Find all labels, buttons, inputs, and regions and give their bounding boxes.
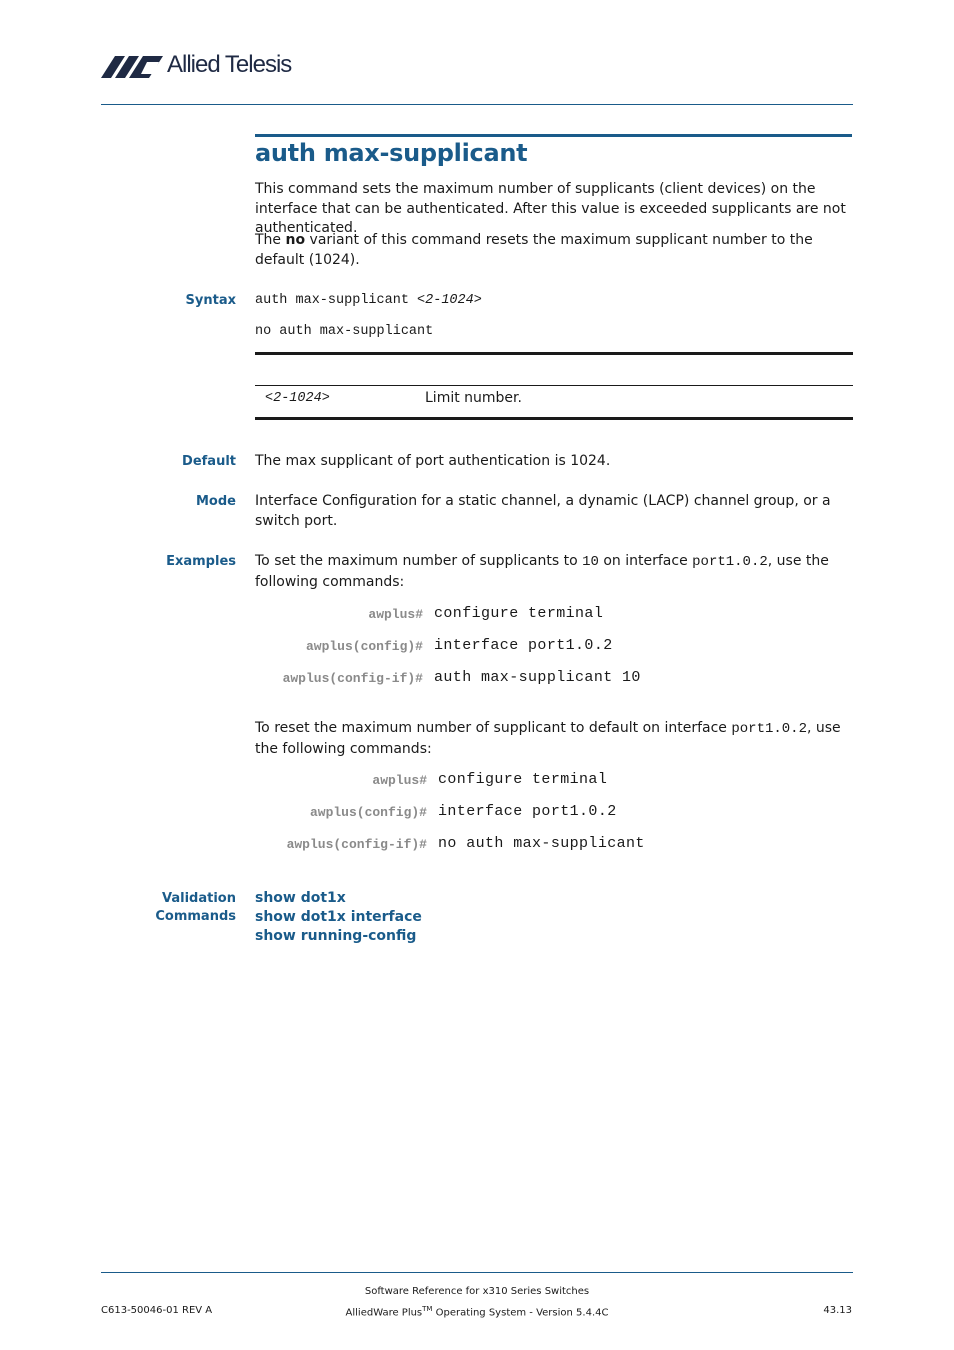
footer-os-version bbox=[0, 1305, 954, 1318]
link-show-dot1x-interface[interactable]: show dot1x interface bbox=[255, 909, 422, 925]
footer-tm: TM bbox=[422, 1305, 433, 1313]
syntax-line-1 bbox=[255, 293, 482, 308]
cli-prompt: awplus(config)# bbox=[309, 805, 427, 820]
title-rule bbox=[255, 134, 852, 137]
cli-prompt: awplus(config)# bbox=[305, 639, 423, 654]
footer-os-version-text: Operating System - Version 5.4.4C bbox=[432, 1307, 609, 1319]
footer-doc-id: C613-50046-01 REV A bbox=[101, 1305, 213, 1316]
table-top-rule bbox=[255, 352, 853, 355]
example-1-code-port: port1.0.2 bbox=[692, 554, 768, 570]
table-param-cell: <2-1024> bbox=[265, 391, 330, 406]
syntax-label: Syntax bbox=[185, 293, 236, 308]
table-description-cell: Limit number. bbox=[425, 390, 522, 406]
cli-command: interface port1.0.2 bbox=[438, 803, 617, 820]
example-1-code-value: 10 bbox=[582, 554, 599, 570]
example-2-intro bbox=[255, 719, 855, 759]
table-bottom-rule bbox=[255, 417, 853, 420]
cli-command: interface port1.0.2 bbox=[434, 637, 613, 654]
cli-prompt: awplus(config-if)# bbox=[282, 671, 423, 686]
example-1-text-b: on interface bbox=[598, 553, 693, 569]
cli-command: configure terminal bbox=[438, 771, 608, 788]
mode-text: Interface Configuration for a static channel, a dynamic (LACP) channel group, or a switch port. bbox=[255, 493, 831, 529]
syntax-param: <2-1024> bbox=[417, 293, 482, 308]
cli-command: auth max-supplicant 10 bbox=[434, 669, 641, 686]
validation-links bbox=[255, 889, 422, 946]
no-variant-suffix: variant of this command resets the maximum supplicant number to the default (1024). bbox=[255, 232, 813, 268]
validation-label bbox=[155, 890, 236, 926]
example-2-text-b: , use the following commands: bbox=[255, 720, 841, 757]
cli-prompt: awplus(config-if)# bbox=[286, 837, 427, 852]
example-1-text-a: To set the maximum number of supplicants to bbox=[255, 553, 583, 569]
example-1-intro bbox=[255, 552, 855, 592]
example-2-text-a: To reset the maximum number of supplicant to default on interface bbox=[255, 720, 732, 736]
link-show-dot1x[interactable]: show dot1x bbox=[255, 890, 346, 906]
intro-paragraph: This command sets the maximum number of supplicants (client devices) on the interface that can be authenticated. After this value is exceeded supplicants are not authenticated. bbox=[255, 181, 846, 236]
footer-title: Software Reference for x310 Series Switches bbox=[364, 1286, 590, 1297]
link-show-running-config[interactable]: show running-config bbox=[255, 928, 417, 944]
cli-prompt: awplus# bbox=[368, 607, 423, 622]
default-label: Default bbox=[182, 454, 236, 469]
footer-os-name: AlliedWare Plus bbox=[345, 1307, 423, 1319]
examples-label: Examples bbox=[166, 554, 236, 569]
syntax-line-2: no auth max-supplicant bbox=[255, 324, 434, 339]
no-variant-prefix: The bbox=[255, 232, 286, 248]
logo-wordmark: Allied Telesis bbox=[167, 51, 292, 78]
validation-label-line-1: Validation bbox=[162, 891, 236, 906]
logo-mark-icon bbox=[101, 54, 165, 80]
validation-label-line-2: Commands bbox=[155, 909, 236, 924]
header-rule bbox=[101, 104, 853, 105]
default-text: The max supplicant of port authentication is 1024. bbox=[255, 453, 611, 469]
cli-command: no auth max-supplicant bbox=[438, 835, 645, 852]
page-title: auth max-supplicant bbox=[255, 139, 528, 167]
no-keyword: no bbox=[285, 232, 306, 248]
footer-page-number: 43.13 bbox=[823, 1305, 852, 1316]
syntax-command: auth max-supplicant bbox=[255, 293, 418, 308]
allied-telesis-logo bbox=[101, 50, 301, 82]
footer-rule bbox=[101, 1272, 853, 1273]
cli-prompt: awplus# bbox=[372, 773, 427, 788]
example-2-code-port: port1.0.2 bbox=[731, 721, 807, 737]
no-variant-paragraph bbox=[255, 231, 855, 270]
cli-command: configure terminal bbox=[434, 605, 604, 622]
example-1-text-c: , use the following commands: bbox=[255, 553, 829, 590]
table-header-rule bbox=[255, 385, 853, 386]
mode-label: Mode bbox=[196, 494, 236, 509]
